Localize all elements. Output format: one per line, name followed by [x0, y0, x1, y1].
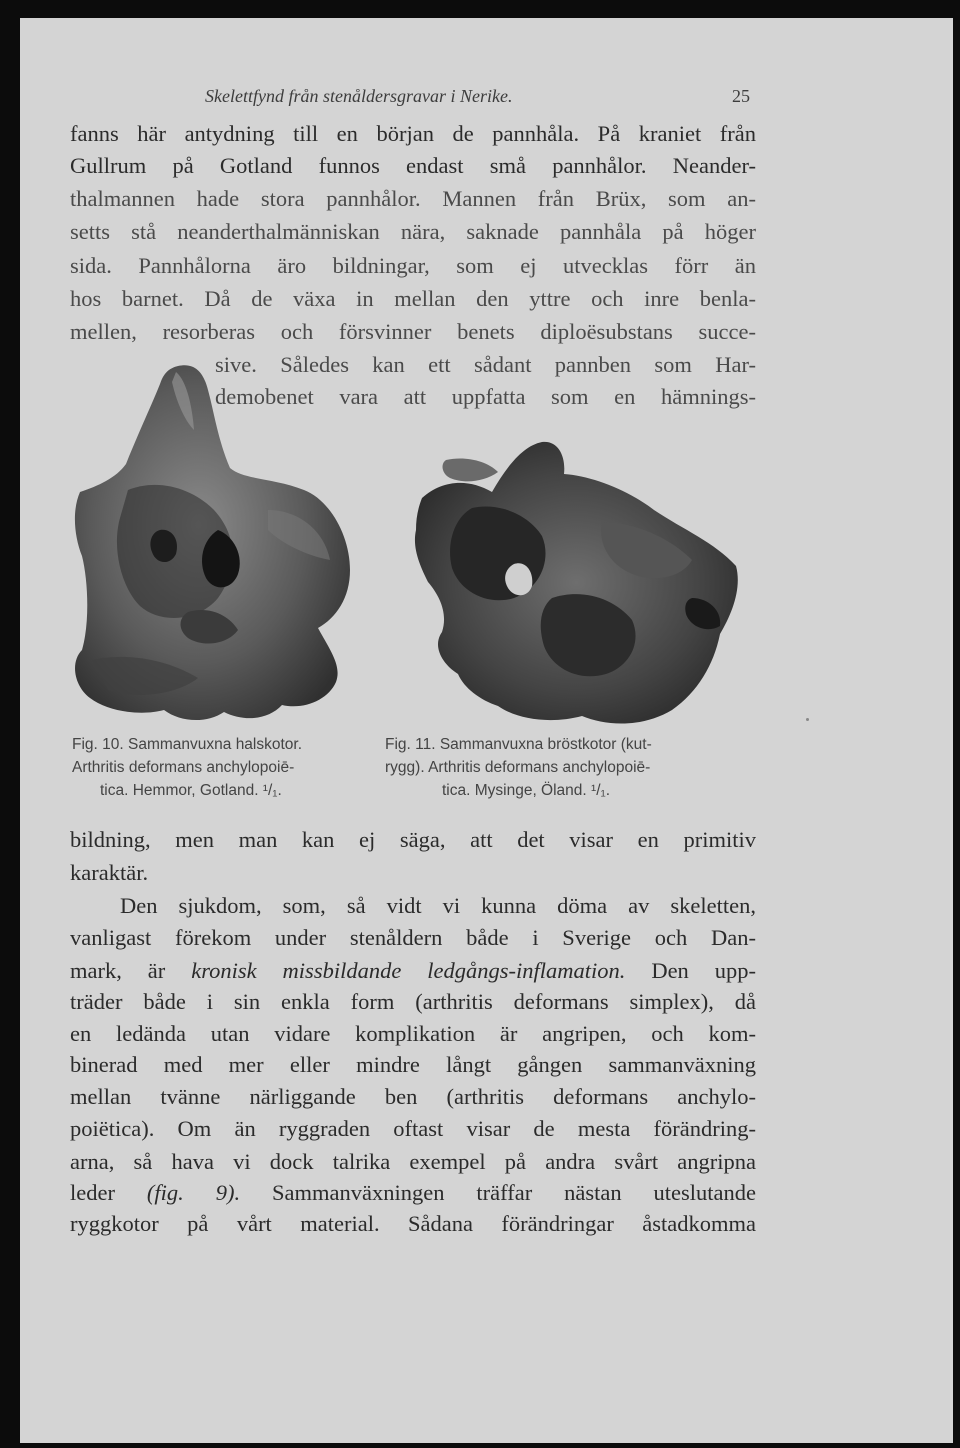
text-line: demobenet vara att uppfatta som en hämnings-	[215, 384, 756, 409]
text-line: Gullrum på Gotland funnos endast små pannhålor. Neander-	[70, 153, 756, 178]
text-line: fanns här antydning till en början de pannhåla. På kraniet från	[70, 121, 756, 146]
text-line: vanligast förekom under stenåldern både i Sverige och Dan-	[70, 925, 756, 950]
text-line: Den sjukdom, som, så vidt vi kunna döma av skeletten,	[120, 893, 756, 918]
figure-11-caption-line: Fig. 11. Sammanvuxna bröstkotor (kut-	[385, 736, 652, 753]
emphasis-text: (fig. 9).	[146, 1180, 241, 1205]
vertebrae-photo	[68, 360, 368, 725]
figure-10-caption-line: Arthritis deformans anchylopoiē-	[72, 759, 295, 776]
text-line: karaktär.	[70, 860, 149, 885]
text-line: binerad med mer eller mindre långt gången sammanväxning	[70, 1052, 756, 1077]
running-head	[205, 86, 750, 110]
figure-11-caption-line: rygg). Arthritis deformans anchylopoiē-	[385, 759, 651, 776]
text-span: leder	[70, 1180, 147, 1205]
emphasis-text: kronisk missbildande ledgångs-inflamation.	[191, 958, 626, 983]
text-line: mellan tvänne närliggande ben (arthritis deformans anchylo-	[70, 1084, 756, 1109]
figure-11-photo	[402, 438, 744, 728]
text-line: arna, så hava vi dock talrika exempel på andra svårt angripna	[70, 1149, 756, 1174]
speck	[806, 718, 809, 721]
text-line: sida. Pannhålorna äro bildningar, som ej utvecklas förr än	[70, 253, 756, 278]
text-span: Sammanväxningen träffar nästan uteslutande	[240, 1180, 756, 1205]
text-line: sive. Således kan ett sådant pannben som Har-	[215, 352, 756, 377]
text-line: poiëtica). Om än ryggraden oftast visar de mesta förändring-	[70, 1116, 756, 1141]
figure-10-photo	[68, 360, 368, 725]
vertebrae-photo	[402, 438, 744, 728]
text-span: Den upp-	[625, 958, 756, 983]
text-line	[70, 955, 756, 987]
text-line: hos barnet. Då de växa in mellan den yttre och inre benla-	[70, 286, 756, 311]
figure-10-caption-line: Fig. 10. Sammanvuxna halskotor.	[72, 736, 303, 753]
figure-11-caption-line: tica. Mysinge, Öland. ¹/₁.	[442, 782, 611, 799]
text-line: träder både i sin enkla form (arthritis deformans simplex), då	[70, 989, 756, 1014]
text-line: en ledända utan vidare komplikation är angripen, och kom-	[70, 1021, 756, 1046]
text-span: mark, är	[70, 958, 192, 983]
running-title: Skelettfynd från stenåldersgravar i Nerike.	[205, 86, 513, 106]
text-line	[70, 1177, 756, 1209]
figure-10-caption-line: tica. Hemmor, Gotland. ¹/₁.	[100, 782, 282, 799]
text-line: ryggkotor på vårt material. Sådana förändringar åstadkomma	[70, 1211, 756, 1236]
text-line: thalmannen hade stora pannhålor. Mannen från Brüx, som an-	[70, 186, 756, 211]
text-line: setts stå neanderthalmänniskan nära, saknade pannhåla på höger	[70, 219, 756, 244]
text-line: mellen, resorberas och försvinner benets diploësubstans succe-	[70, 319, 756, 344]
text-line: bildning, men man kan ej säga, att det visar en primitiv	[70, 827, 756, 852]
page-number: 25	[732, 86, 750, 106]
